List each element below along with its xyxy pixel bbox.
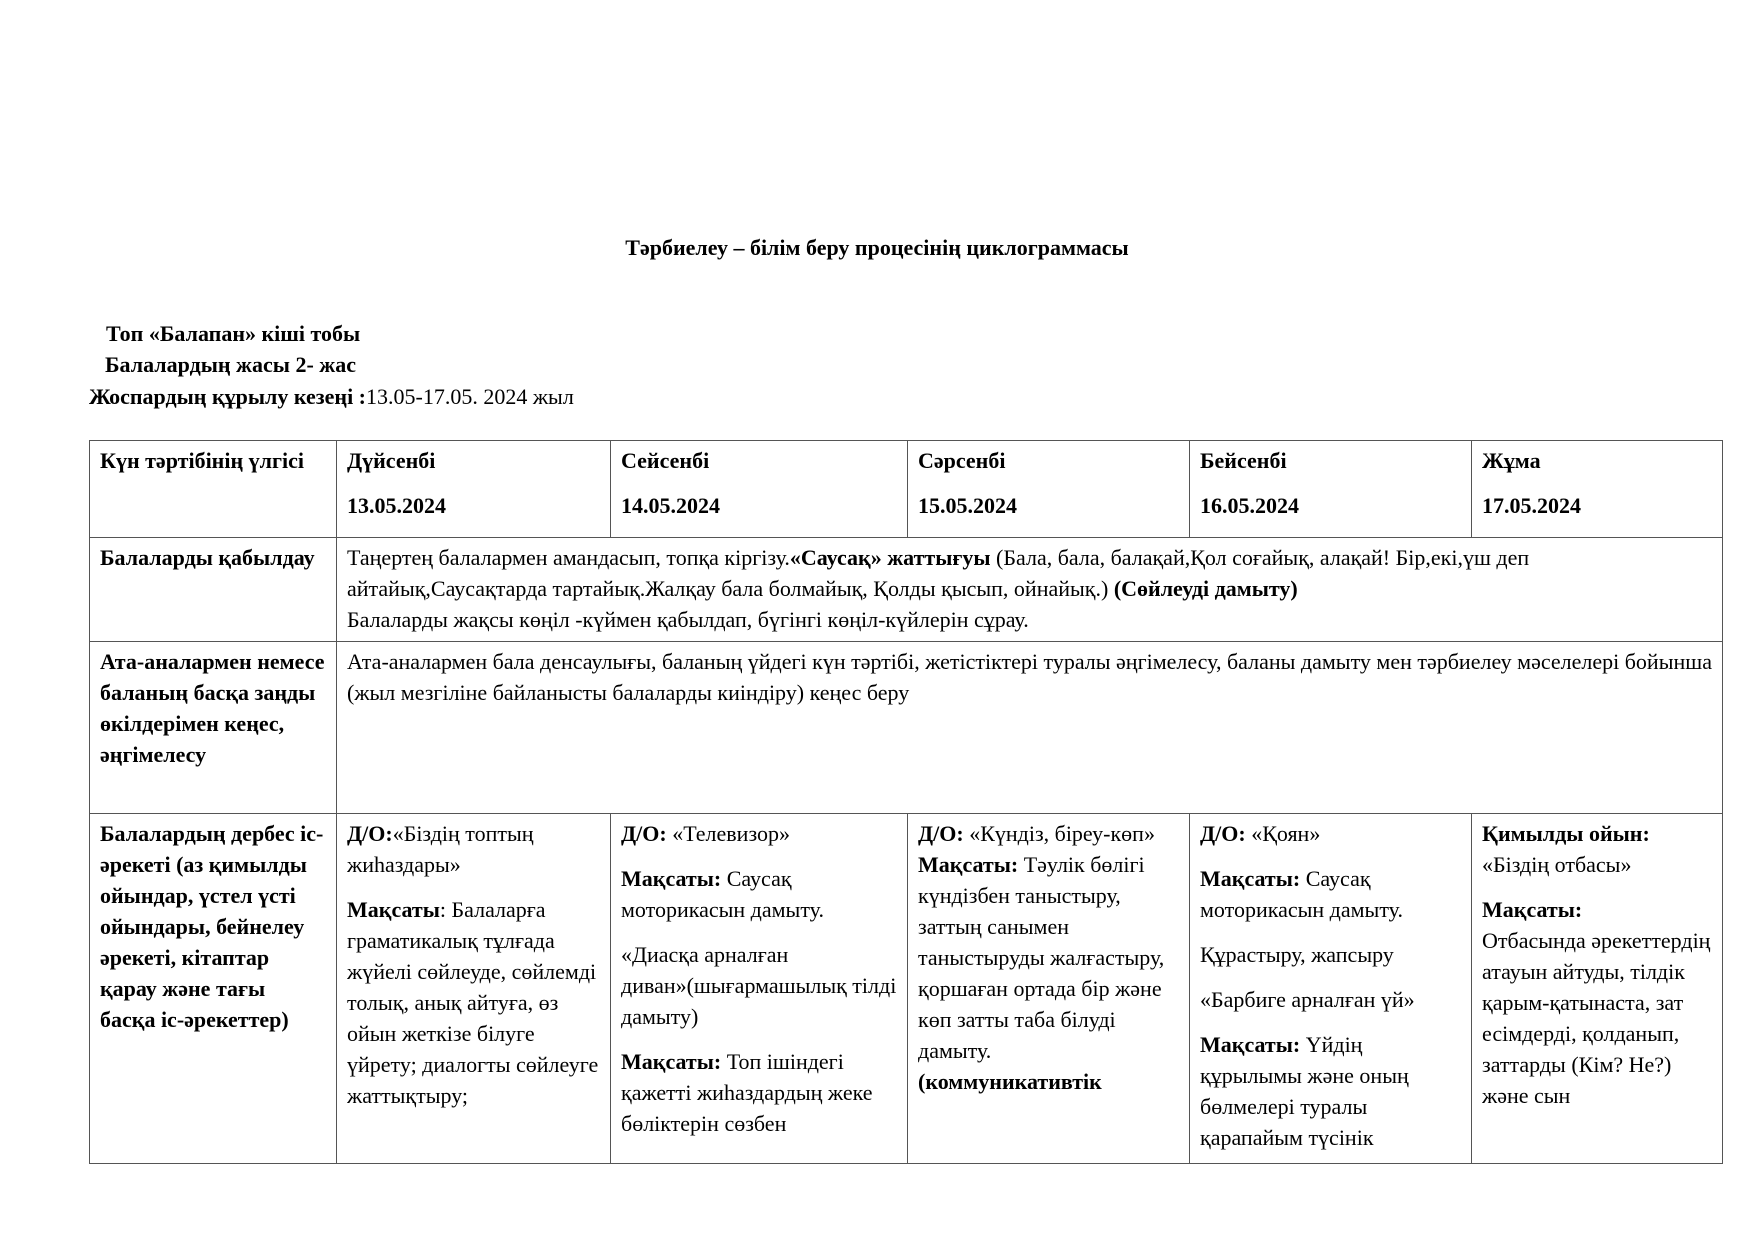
- parents-text: Ата-аналармен бала денсаулығы, баланың үйдегі күн тәртібі, жетістіктері туралы әңгімелесу, баланы дамыту мен тәрбиелеу мәселелері бойынша (жыл мезгіліне байланысты балаларды киіндіру) кеңес беру: [337, 642, 1723, 814]
- activity-wed: Д/О: «Күндіз, біреу-көп» Мақсаты: Тәулік бөлігі күндізбен таныстыру, заттың санымен таныстыруды жалғастыру, қоршаған ортада бір және көп затты таба білуді дамыту. (коммуникативтік: [908, 814, 1190, 1164]
- header-day-tue: Сейсенбі 14.05.2024: [611, 441, 908, 538]
- table-row-parents: [90, 642, 1723, 814]
- table-row-activities: [90, 814, 1723, 1164]
- table-header-row: [90, 441, 1723, 538]
- header-day-mon: Дүйсенбі 13.05.2024: [337, 441, 611, 538]
- period-label: Жоспардың құрылу кезеңі :: [89, 384, 367, 409]
- group-line: Топ «Балапан» кіші тобы: [106, 321, 361, 346]
- table-row-reception: [90, 538, 1723, 642]
- reception-text: Таңертең балалармен амандасып, топқа кіргізу.«Саусақ» жаттығуы (Бала, бала, балақай,Қол соғайық, алақай! Бір,екі,үш деп айтайық,Саусақтарда тартайық.Жалқау бала болмайық, Қолды қысып, ойнайық.) (Сөйлеуді дамыту) Балаларды жақсы көңіл -күймен қабылдап, бүгінгі көңіл-күйлерін сұрау.: [337, 538, 1723, 642]
- row-label-activities: Балалардың дербес іс-әрекеті (аз қимылды ойындар, үстел үсті ойындары, бейнелеу әрекеті, кітаптар қарау және тағы басқа іс-әрекеттер): [90, 814, 337, 1164]
- row-label-reception: Балаларды қабылдау: [90, 538, 337, 642]
- cyclogram-table: [89, 440, 1723, 1164]
- activity-fri: Қимылды ойын: «Біздің отбасы» Мақсаты: Отбасында әрекеттердің атауын айтуды, тілдік қарым-қатынаста, зат есімдерді, қолданып, заттарды (Кім? Не?) және сын: [1472, 814, 1723, 1164]
- activity-thu: Д/О: «Қоян» Мақсаты: Саусақ моторикасын дамыту. Құрастыру, жапсыру «Барбиге арналған үй» Мақсаты: Үйдің құрылымы және оның бөлмелері туралы қарапайым түсінік: [1190, 814, 1472, 1164]
- header-schedule: Күн тәртібінің үлгісі: [90, 441, 337, 538]
- document-title: Тәрбиелеу – білім беру процесінің циклограммасы: [625, 235, 1129, 260]
- row-label-parents: Ата-аналармен немесе баланың басқа заңды өкілдерімен кеңес, әңгімелесу: [90, 642, 337, 814]
- header-day-fri: Жұма 17.05.2024: [1472, 441, 1723, 538]
- period-line: [89, 384, 574, 410]
- activity-tue: Д/О: «Телевизор» Мақсаты: Саусақ моторикасын дамыту. «Диасқа арналған диван»(шығармашылық тілді дамыту) Мақсаты: Топ ішіндегі қажетті жиһаздардың жеке бөліктерін сөзбен: [611, 814, 908, 1164]
- period-value: 13.05-17.05. 2024 жыл: [366, 384, 574, 409]
- activity-mon: Д/О:«Біздің топтың жиһаздары» Мақсаты: Балаларға граматикалық тұлғада жүйелі сөйлеуде, сөйлемді толық, анық айтуға, өз ойын жеткізе білуге үйрету; диалогты сөйлеуге жаттықтыру;: [337, 814, 611, 1164]
- header-day-thu: Бейсенбі 16.05.2024: [1190, 441, 1472, 538]
- header-day-wed: Сәрсенбі 15.05.2024: [908, 441, 1190, 538]
- age-line: Балалардың жасы 2- жас: [105, 352, 356, 377]
